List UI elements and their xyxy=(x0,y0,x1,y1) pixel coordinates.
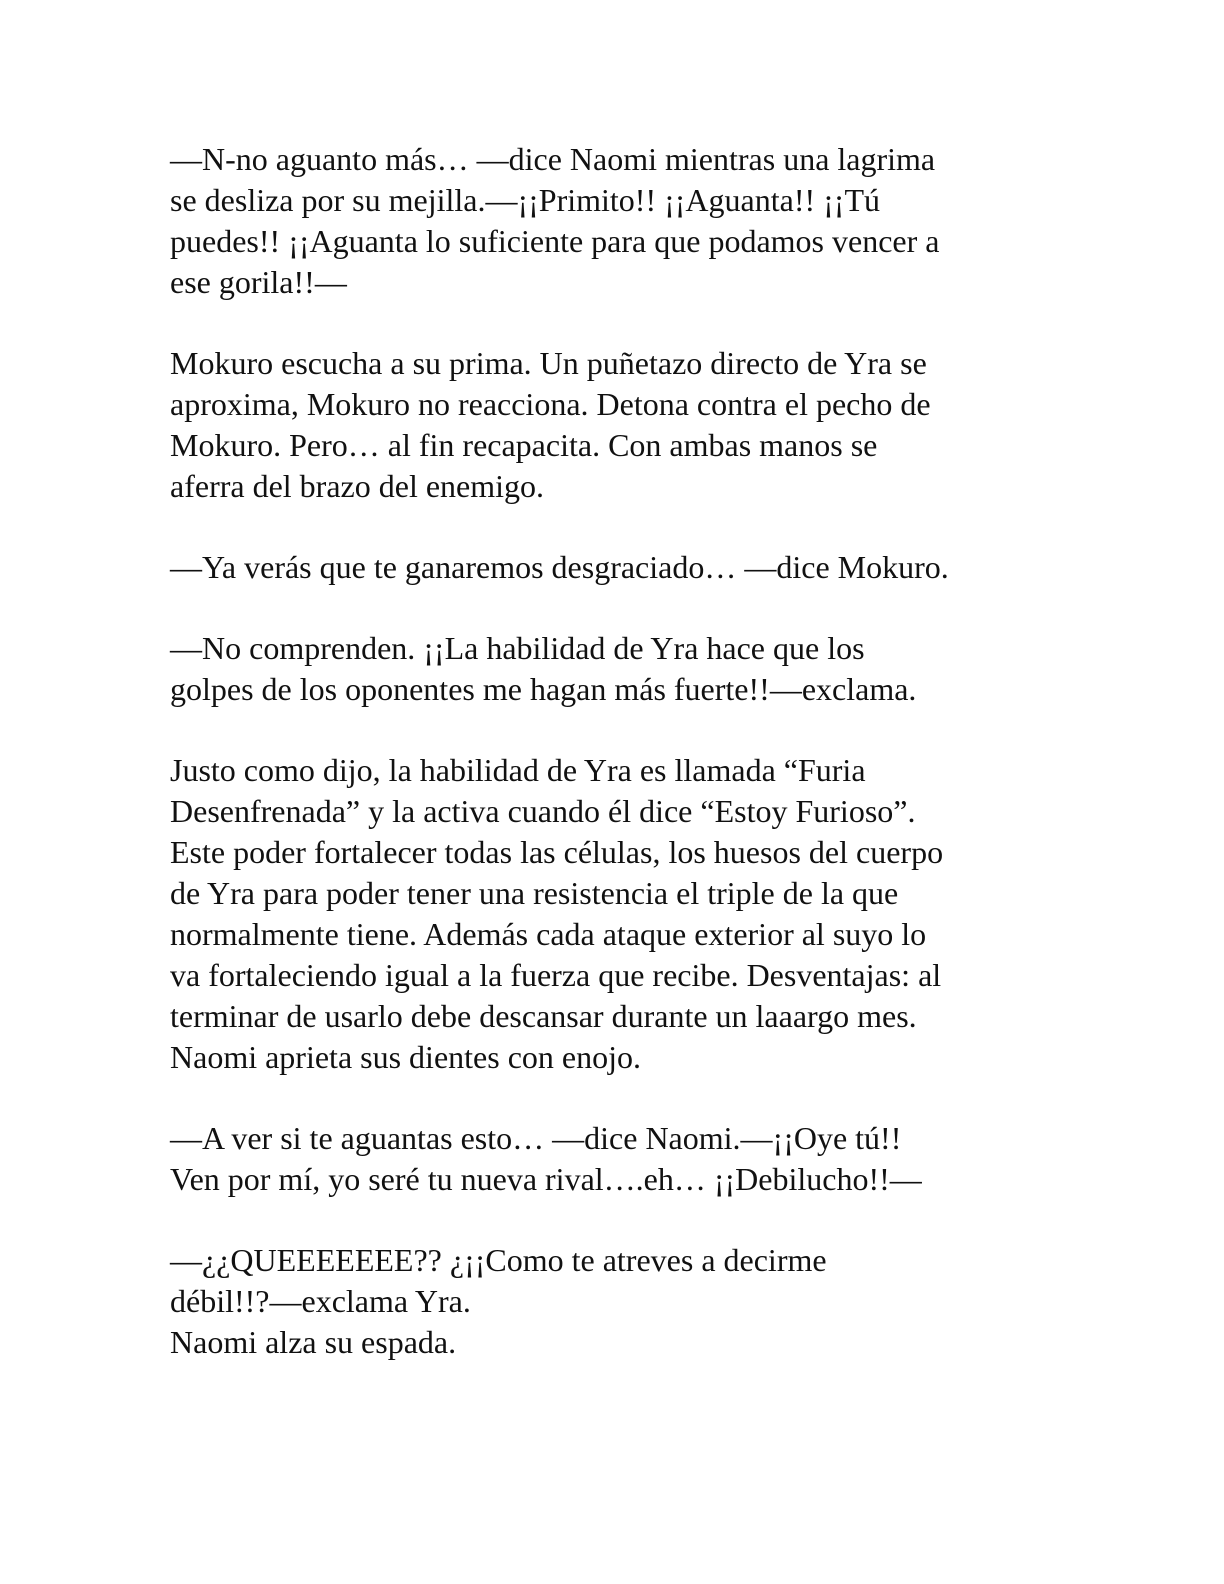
text-line: —N-no aguanto más… —dice Naomi mientras una lagrima xyxy=(170,141,936,177)
text-line: se desliza por su mejilla.—¡¡Primito!! ¡¡Aguanta!! ¡¡Tú xyxy=(170,182,880,218)
text-line: Justo como dijo, la habilidad de Yra es llamada “Furia xyxy=(170,752,866,788)
text-line: terminar de usarlo debe descansar durante un laaargo mes. xyxy=(170,998,917,1034)
paragraph-4 xyxy=(170,628,1050,710)
paragraph-3 xyxy=(170,547,1050,588)
text-line: —¿¿QUEEEEEEE?? ¿¡¡Como te atreves a decirme xyxy=(170,1242,827,1278)
text-line: Mokuro escucha a su prima. Un puñetazo directo de Yra se xyxy=(170,345,927,381)
text-line: ese gorila!!— xyxy=(170,264,347,300)
text-line: Desenfrenada” y la activa cuando él dice “Estoy Furioso”. xyxy=(170,793,916,829)
text-line: —A ver si te aguantas esto… —dice Naomi.—¡¡Oye tú!! xyxy=(170,1120,902,1156)
text-line: Naomi alza su espada. xyxy=(170,1324,457,1360)
text-line: aproxima, Mokuro no reacciona. Detona contra el pecho de xyxy=(170,386,931,422)
text-line: puedes!! ¡¡Aguanta lo suficiente para que podamos vencer a xyxy=(170,223,940,259)
text-line: Naomi aprieta sus dientes con enojo. xyxy=(170,1039,641,1075)
text-line: de Yra para poder tener una resistencia el triple de la que xyxy=(170,875,899,911)
text-line: débil!!?—exclama Yra. xyxy=(170,1283,471,1319)
text-line: Mokuro. Pero… al fin recapacita. Con ambas manos se xyxy=(170,427,878,463)
paragraph-2 xyxy=(170,343,1050,507)
text-line: golpes de los oponentes me hagan más fuerte!!—exclama. xyxy=(170,671,917,707)
paragraph-7 xyxy=(170,1240,1050,1363)
text-line: —Ya verás que te ganaremos desgraciado… —dice Mokuro. xyxy=(170,549,949,585)
paragraph-5 xyxy=(170,750,1050,1078)
text-line: normalmente tiene. Además cada ataque exterior al suyo lo xyxy=(170,916,927,952)
paragraph-6 xyxy=(170,1118,1050,1200)
text-line: —No comprenden. ¡¡La habilidad de Yra hace que los xyxy=(170,630,865,666)
text-line: aferra del brazo del enemigo. xyxy=(170,468,545,504)
text-line: Ven por mí, yo seré tu nueva rival….eh… ¡¡Debilucho!!— xyxy=(170,1161,922,1197)
text-line: Este poder fortalecer todas las células, los huesos del cuerpo xyxy=(170,834,944,870)
text-line: va fortaleciendo igual a la fuerza que recibe. Desventajas: al xyxy=(170,957,942,993)
paragraph-1 xyxy=(170,139,1050,303)
body-text xyxy=(170,139,1050,1403)
